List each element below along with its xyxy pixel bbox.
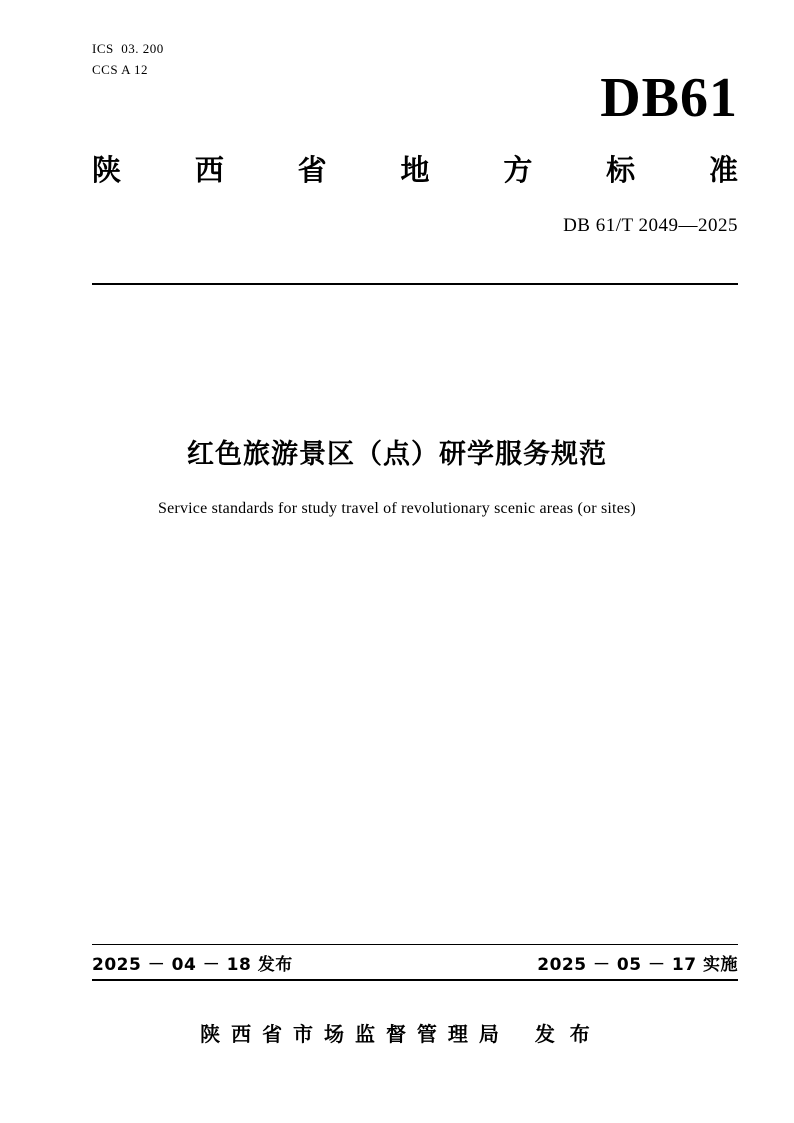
classification-codes xyxy=(92,38,164,80)
document-title-en: Service standards for study travel of revolutionary scenic areas (or sites) xyxy=(158,500,636,517)
province-standard-heading xyxy=(92,148,742,189)
issuer-verb: 发 布 xyxy=(534,1022,594,1046)
province-char-2: 省 xyxy=(297,153,327,187)
document-title-cn: 红色旅游景区（点）研学服务规范 xyxy=(187,439,607,470)
issue-date: 2025 － 04 － 18 发布 xyxy=(92,955,293,975)
standard-number: DB 61/T 2049—2025 xyxy=(563,215,738,236)
footer-divider-bottom xyxy=(92,979,738,981)
header-divider xyxy=(92,283,738,285)
province-char-1: 西 xyxy=(194,153,224,187)
ics-code: ICS 03. 200 xyxy=(92,41,164,56)
ccs-code: CCS A 12 xyxy=(92,62,149,77)
standard-logo: DB61 xyxy=(600,67,738,129)
issuer-line xyxy=(0,1018,794,1047)
province-char-3: 地 xyxy=(400,153,430,187)
province-char-4: 方 xyxy=(503,153,533,187)
province-char-0: 陕 xyxy=(92,153,122,187)
footer-divider-top xyxy=(92,944,738,945)
issuer-name: 陕 西 省 市 场 监 督 管 理 局 xyxy=(200,1022,501,1046)
effective-date: 2025 － 05 － 17 实施 xyxy=(537,955,738,975)
province-char-5: 标 xyxy=(606,153,636,187)
province-char-6: 准 xyxy=(708,153,738,187)
